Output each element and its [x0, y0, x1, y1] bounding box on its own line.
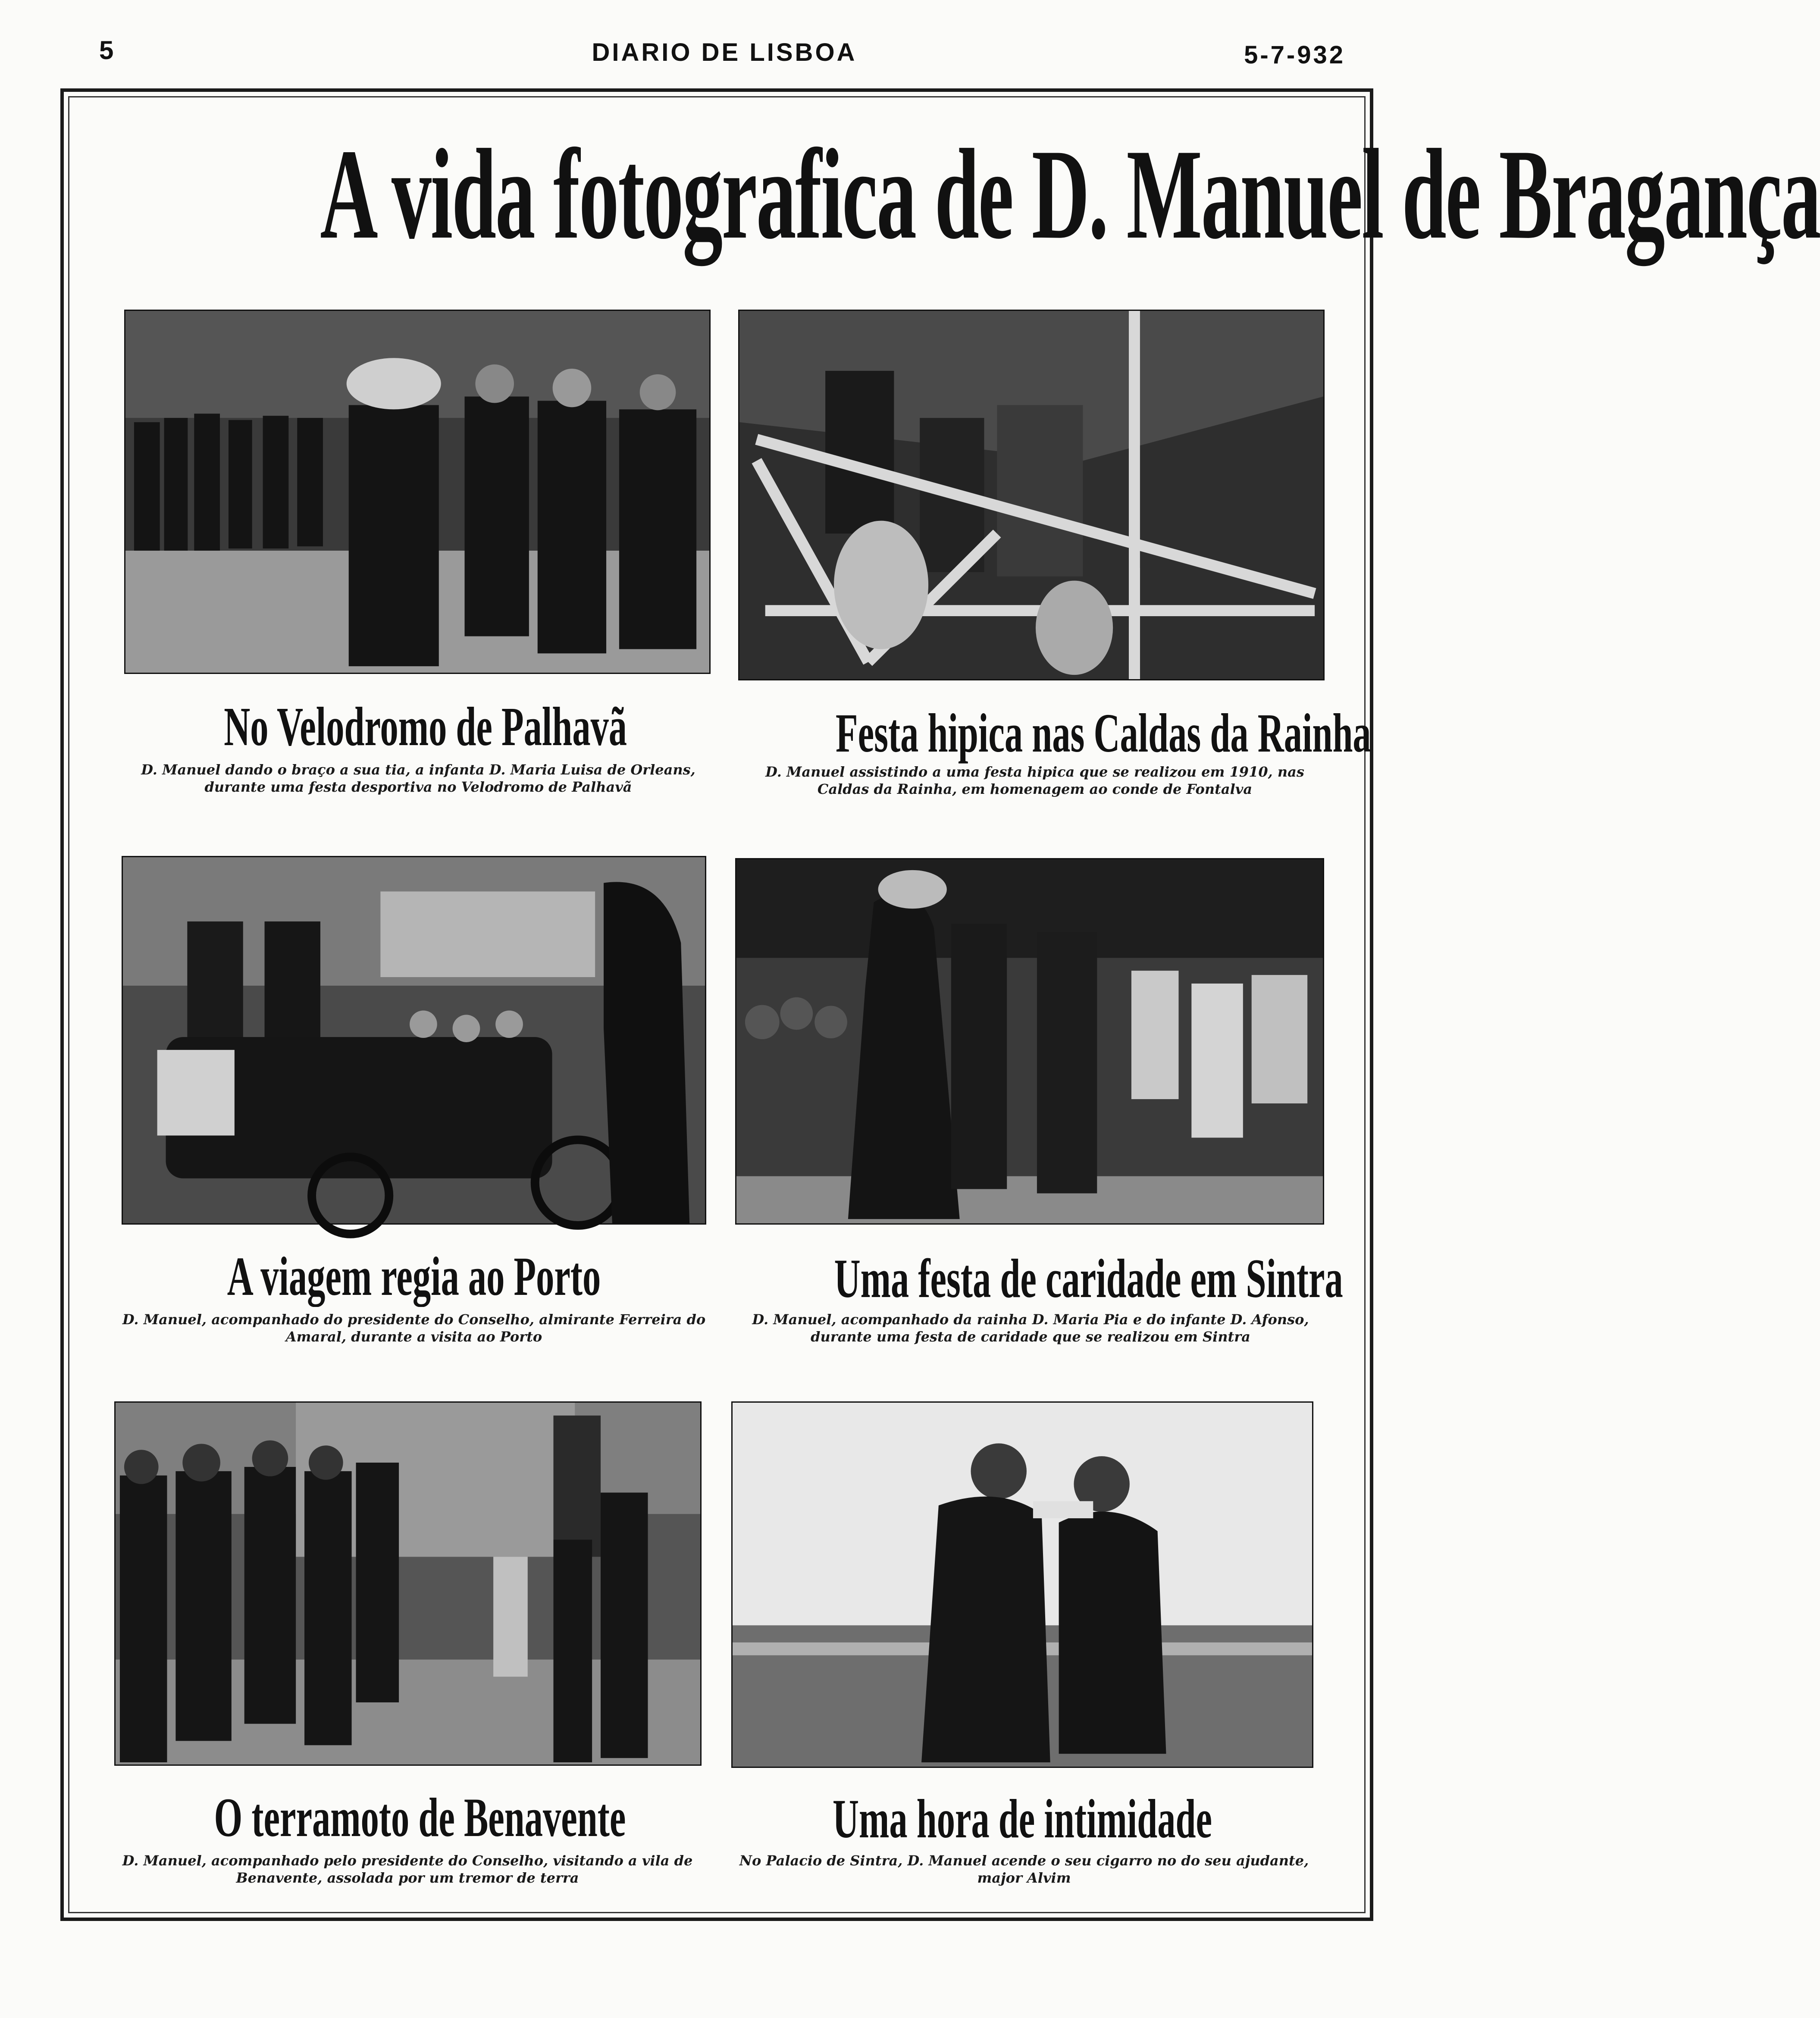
photo-title-2: Festa hipica nas Caldas da Rainha [836, 702, 1371, 764]
photo-hora-intimidade [731, 1401, 1313, 1768]
photo-festa-hipica [738, 310, 1325, 680]
photo-viagem-porto [122, 856, 706, 1225]
photo-caption-3: D. Manuel, acompanhado do presidente do Conselho, almirante Ferreira do Amaral, durante a visita ao Porto [122, 1311, 706, 1345]
issue-date: 5-7-932 [1244, 41, 1345, 69]
photo-caption-4: D. Manuel, acompanhado da rainha D. Maria Pia e do infante D. Afonso, durante uma festa de caridade que se realizou em Sintra [752, 1311, 1309, 1345]
photo-title-3: A viagem regia ao Porto [227, 1246, 601, 1307]
photo-title-5: O terramoto de Benavente [214, 1787, 626, 1848]
photo-terramoto-image [116, 1403, 700, 1764]
photo-velodromo-image [125, 311, 709, 673]
photo-title-6: Uma hora de intimidade [832, 1788, 1212, 1849]
photo-festa-caridade-image [736, 859, 1323, 1223]
photo-caption-6: No Palacio de Sintra, D. Manuel acende o seu cigarro no do seu ajudante, major Alvim [739, 1852, 1309, 1886]
page-headline: A vida fotografica de D. Manuel de Bragança [320, 122, 1820, 266]
photo-caption-5: D. Manuel, acompanhado pelo presidente do Conselho, visitando a vila de Benavente, assolada por um tremor de terra [122, 1852, 693, 1886]
photo-festa-hipica-image [739, 311, 1323, 679]
photo-title-1: No Velodromo de Palhavã [224, 696, 627, 757]
photo-caption-2: D. Manuel assistindo a uma festa hipica que se realizou em 1910, nas Caldas da Rainha, em homenagem ao conde de Fontalva [765, 764, 1304, 797]
photo-intimidade-image [733, 1403, 1312, 1767]
newspaper-name: DIARIO DE LISBOA [592, 38, 857, 66]
photo-caption-1: D. Manuel dando o braço a sua tia, a infanta D. Maria Luisa de Orleans, durante uma festa desportiva no Velodromo de Palhavã [141, 761, 695, 795]
photo-velodromo-palhava [124, 310, 711, 674]
photo-title-4: Uma festa de caridade em Sintra [834, 1248, 1343, 1309]
page-number: 5 [99, 36, 114, 65]
masthead [0, 0, 1421, 82]
photo-viagem-porto-image [123, 857, 705, 1223]
photo-festa-caridade-sintra [735, 858, 1324, 1225]
photo-terramoto-benavente [114, 1401, 702, 1766]
